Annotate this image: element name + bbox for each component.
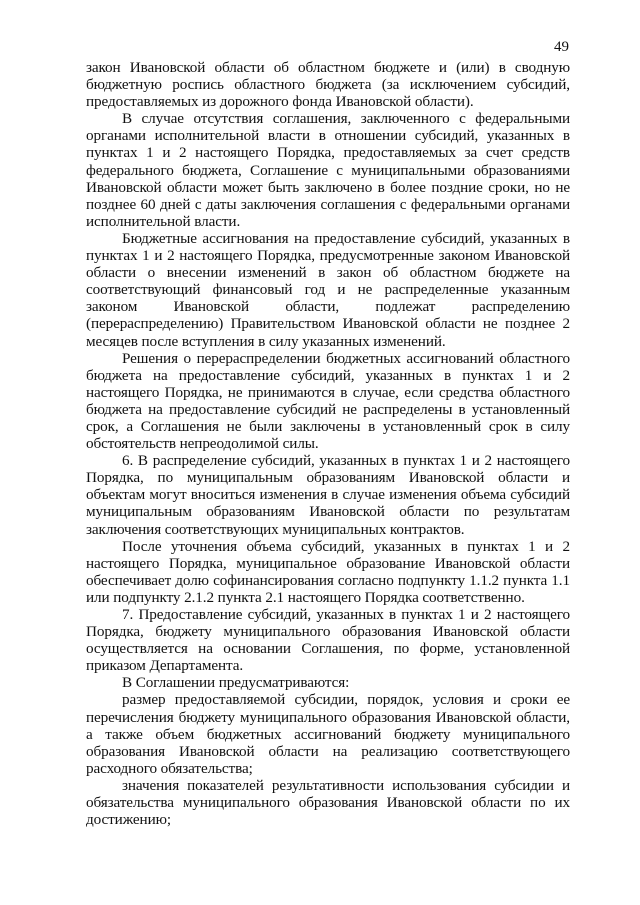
- paragraph-item-6: 6. В распределение субсидий, указанных в пунктах 1 и 2 настоящего Порядка, по муниципальным образованиям Ивановской области и объектам могут вноситься изменения в случае изменения объема субсидий муниципальным образованиям Ивановской области по результатам заключения соответствующих муниципальных контрактов.: [86, 452, 570, 538]
- paragraph-continuation: закон Ивановской области об областном бюджете и (или) в сводную бюджетную роспись областного бюджета (за исключением субсидий, предоставляемых из дорожного фонда Ивановской области).: [86, 59, 570, 111]
- page-number: 49: [554, 39, 569, 55]
- paragraph-agreement-clause: размер предоставляемой субсидии, порядок, условия и сроки ее перечисления бюджету муниципального образования Ивановской области, а также объем бюджетных ассигнований бюджету муниципального образования Ивановской области на реализацию соответствующего расходного обязательства;: [86, 691, 570, 777]
- paragraph: Бюджетные ассигнования на предоставление субсидий, указанных в пунктах 1 и 2 настоящего Порядка, предусмотренные законом Ивановской области о внесении изменений в закон об областном бюджете на соответствующий финансовый год и не распределенные указанным законом Ивановской области, подлежат распределению (перераспределению) Правительством Ивановской области не позднее 2 месяцев после вступления в силу указанных изменений.: [86, 229, 570, 350]
- paragraph-item-7: 7. Предоставление субсидий, указанных в пунктах 1 и 2 настоящего Порядка, бюджету муниципального образования Ивановской области осуществляется на основании Соглашения, по форме, установленной приказом Департамента.: [86, 606, 570, 675]
- document-body: [86, 59, 570, 828]
- paragraph-agreement-intro: В Соглашении предусматриваются:: [122, 674, 350, 692]
- paragraph-agreement-clause: значения показателей результативности использования субсидии и обязательства муниципального образования Ивановской области по их достижению;: [86, 776, 570, 829]
- paragraph: В случае отсутствия соглашения, заключенного с федеральными органами исполнительной власти в отношении субсидий, указанных в пунктах 1 и 2 настоящего Порядка, предоставляемых за счет средств федерального бюджета, Соглашение с муниципальными образованиями Ивановской области может быть заключено в более поздние сроки, но не позднее 60 дней с даты заключения соглашения с федеральными органами исполнительной власти.: [86, 110, 570, 230]
- paragraph: Решения о перераспределении бюджетных ассигнований областного бюджета на предоставление субсидий, указанных в пунктах 1 и 2 настоящего Порядка, не принимаются в случае, если средства областного бюджета на предоставление субсидий не распределены в установленный срок, а Соглашения не были заключены в установленный срок в силу обстоятельств непреодолимой силы.: [86, 349, 570, 453]
- paragraph: После уточнения объема субсидий, указанных в пунктах 1 и 2 настоящего Порядка, муниципальное образование Ивановской области обеспечивает долю софинансирования согласно подпункту 1.1.2 пункта 1.1 или подпункту 2.1.2 пункта 2.1 настоящего Порядка соответственно.: [86, 537, 570, 606]
